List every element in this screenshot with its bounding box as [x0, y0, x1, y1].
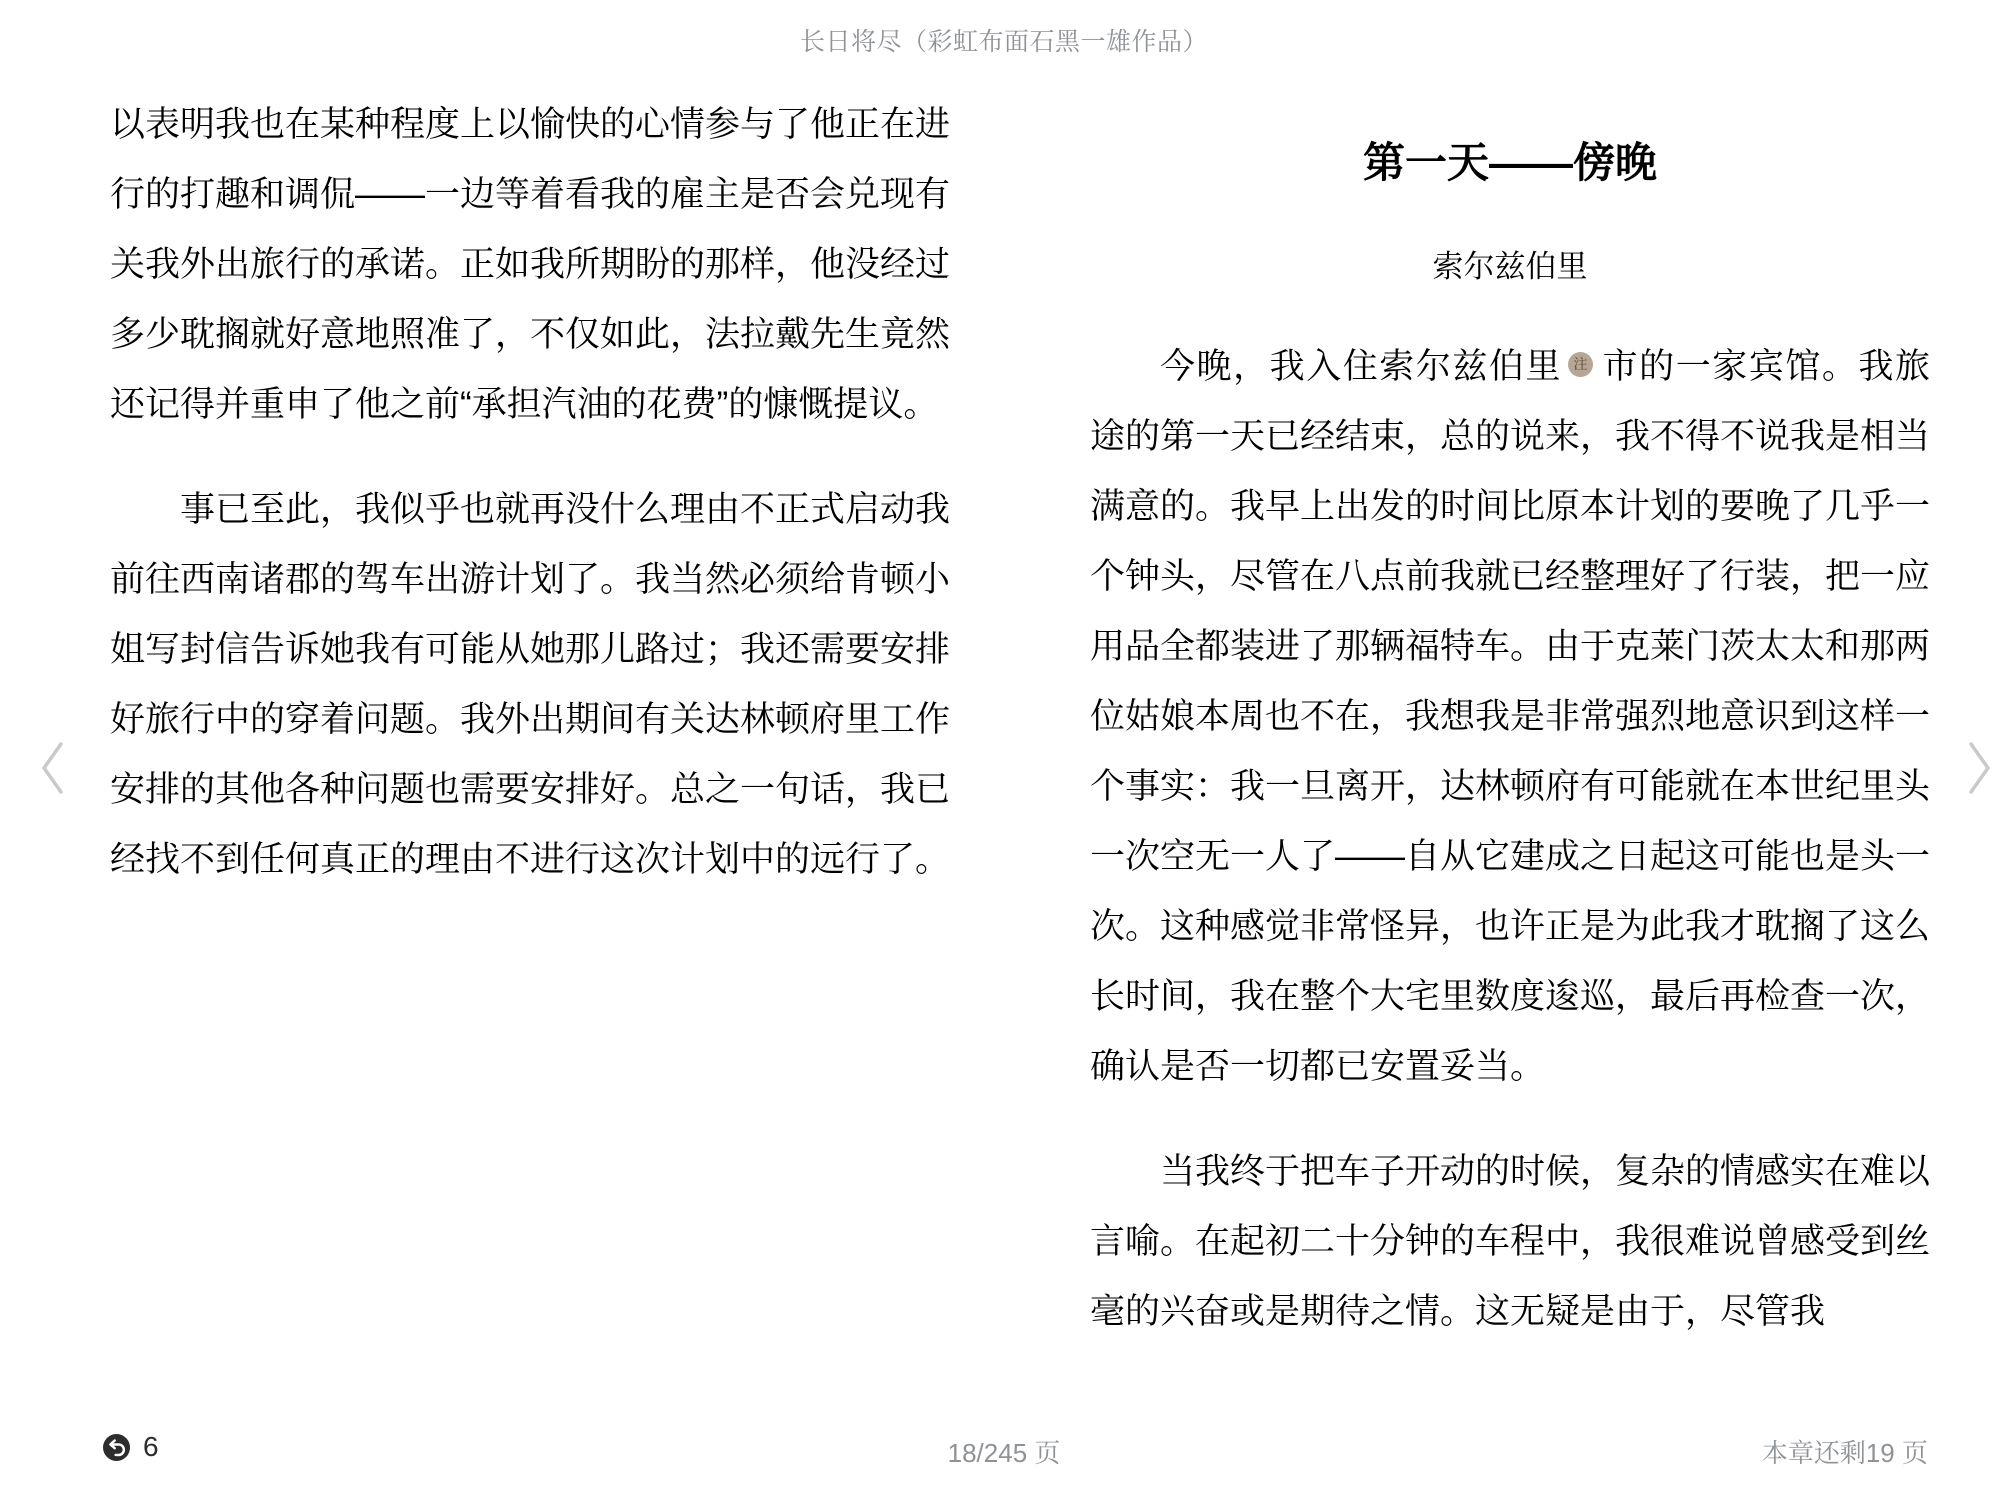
chevron-right-icon — [1965, 739, 1995, 797]
annotation-note-badge[interactable] — [1568, 352, 1593, 377]
chapter-title: 第一天——傍晚 — [1362, 139, 1657, 186]
paragraph: 当我终于把车子开动的时候，复杂的情感实在难以言喻。在起初二十分钟的车程中，我很难说曾感受到丝毫的兴奋或是期待之情。这无疑是由于，尽管我 — [1090, 1152, 1931, 1331]
page-left — [110, 90, 950, 895]
paragraph: 以表明我也在某种程度上以愉快的心情参与了他正在进行的打趣和调侃——一边等着看我的雇主是否会兑现有关我外出旅行的承诺。正如我所期盼的那样，他没经过多少耽搁就好意地照准了，不仅如此，法拉戴先生竟然还记得并重申了他之前“承担汽油的花费”的慷慨提议。 — [110, 105, 951, 424]
page-right-body — [1090, 332, 1930, 1347]
chapter-subtitle: 索尔兹伯里 — [1432, 249, 1588, 284]
prev-page-button[interactable] — [34, 736, 70, 800]
back-count: 6 — [143, 1431, 159, 1462]
chapter-remaining: 本章还剩19 页 — [1761, 1438, 1928, 1468]
paragraph-text: 今晚，我入住索尔兹伯里 — [1160, 347, 1563, 386]
paragraph — [1090, 332, 1930, 1102]
paragraph: 事已至此，我似乎也就再没什么理由不正式启动我前往西南诸郡的驾车出游计划了。我当然必须给肯顿小姐写封信告诉她我有可能从她那儿路过；我还需要安排好旅行中的穿着问题。我外出期间有关达林顿府里工作安排的其他各种问题也需要安排好。总之一句话，我已经找不到任何真正的理由不进行这次计划中的远行了。 — [110, 490, 951, 879]
page-indicator: 18/245 页 — [947, 1438, 1061, 1468]
page-right — [1090, 0, 1930, 1488]
note-badge-label: 注 — [1573, 356, 1588, 372]
chevron-left-icon — [37, 739, 67, 797]
paragraph-text: 市的一家宾馆。我旅途的第一天已经结束，总的说来，我不得不说我是相当满意的。我早上出发的时间比原本计划的要晚了几乎一个钟头，尽管在八点前我就已经整理好了行装，把一应用品全都装进了那辆福特车。由于克莱门茨太太和那两位姑娘本周也不在，我想我是非常强烈地意识到这样一个事实：我一旦离开，达林顿府有可能就在本世纪里头一次空无一人了——自从它建成之日起这可能也是头一次。这种感觉非常怪异，也许正是为此我才耽搁了这么长时间，我在整个大宅里数度逡巡，最后再检查一次，确认是否一切都已安置妥当。 — [1090, 347, 1931, 1086]
next-page-button[interactable] — [1962, 736, 1998, 800]
book-title-header: 长日将尽（彩虹布面石黑一雄作品） — [799, 28, 1208, 56]
